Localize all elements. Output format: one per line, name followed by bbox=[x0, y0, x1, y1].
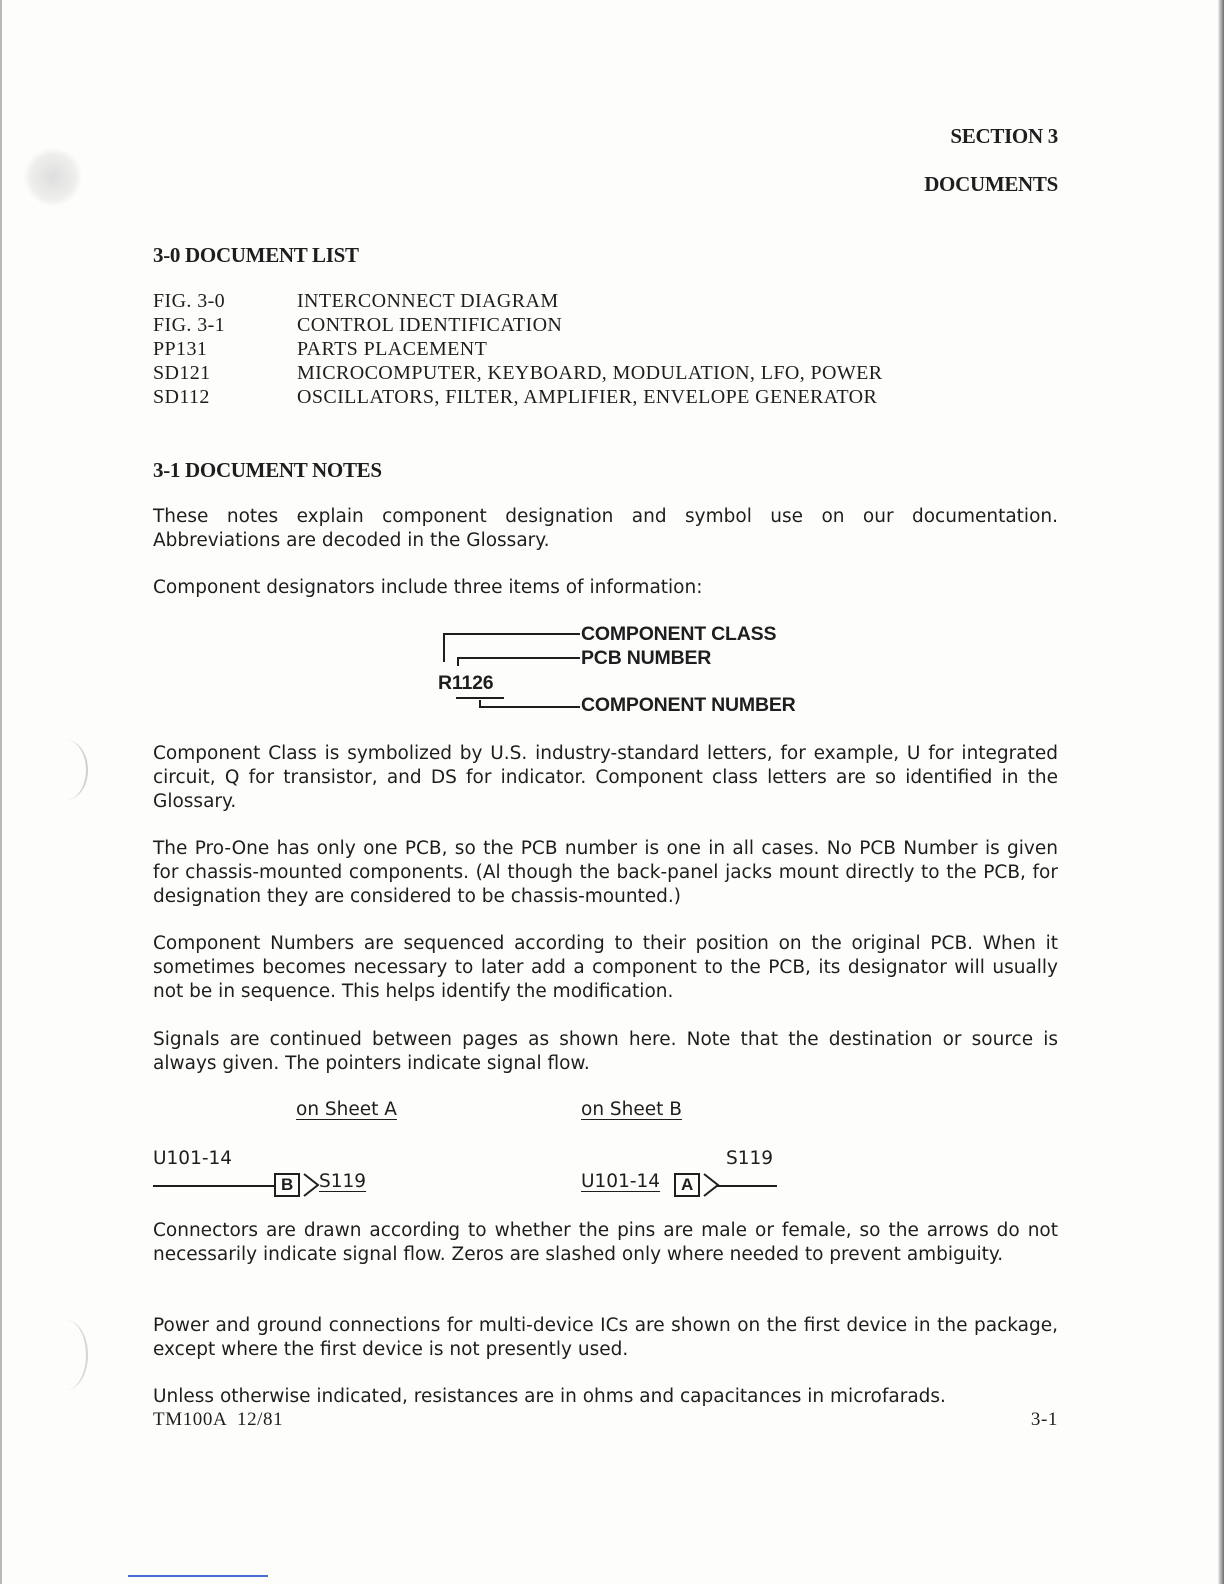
document-list-row bbox=[153, 362, 883, 386]
punch-hole-mark bbox=[44, 740, 88, 800]
pcb-number-label: PCB NUMBER bbox=[581, 647, 712, 669]
notes-paragraph-9: Unless otherwise indicated, resistances are in ohms and capacitances in microfarads. bbox=[153, 1386, 946, 1407]
component-class-label: COMPONENT CLASS bbox=[581, 623, 777, 645]
pcb-number-underline bbox=[456, 697, 504, 699]
sheet-a-label: on Sheet A bbox=[296, 1099, 397, 1120]
notes-paragraph-5: Component Numbers are sequenced according to their position on the original PCB. When it sometimes becomes necessary to later add a component to the PCB, its designator will usually not be in sequence. This helps identify the modification. bbox=[153, 933, 1058, 1002]
doc-title: OSCILLATORS, FILTER, AMPLIFIER, ENVELOPE GENERATOR bbox=[297, 386, 878, 408]
sheet-b-signal-line bbox=[717, 1185, 777, 1187]
document-list-heading: 3-0 DOCUMENT LIST bbox=[153, 243, 359, 267]
component-number-label: COMPONENT NUMBER bbox=[581, 694, 796, 716]
doc-id: FIG. 3-1 bbox=[153, 314, 226, 336]
sheet-a-source: U101-14 bbox=[153, 1148, 233, 1169]
scan-underline-artifact bbox=[128, 1575, 268, 1577]
doc-title: MICROCOMPUTER, KEYBOARD, MODULATION, LFO, POWER bbox=[297, 362, 883, 384]
scan-left-edge bbox=[0, 0, 2, 1584]
notes-paragraph-3: Component Class is symbolized by U.S. industry-standard letters, for example, U for integrated circuit, Q for transistor, and DS for indicator. Component class letters are so identified in the Glossary. bbox=[153, 743, 1058, 812]
sheet-a-connector-box: B bbox=[274, 1173, 300, 1197]
notes-paragraph-2: Component designators include three items of information: bbox=[153, 577, 703, 598]
doc-id: FIG. 3-0 bbox=[153, 290, 226, 312]
document-list-table bbox=[153, 290, 883, 410]
sheet-b-connector-box: A bbox=[674, 1173, 700, 1197]
doc-id: SD121 bbox=[153, 362, 211, 384]
sheet-b-source: U101-14 bbox=[581, 1171, 661, 1192]
sheet-b-destination: S119 bbox=[726, 1148, 774, 1169]
document-list-row bbox=[153, 386, 883, 410]
notes-paragraph-1: These notes explain component designation and symbol use on our documentation. Abbreviations are decoded in the Glossary. bbox=[153, 506, 1058, 551]
document-list-row bbox=[153, 290, 883, 314]
notes-paragraph-8: Power and ground connections for multi-device ICs are shown on the first device in the package, except where the first device is not presently used. bbox=[153, 1315, 1058, 1360]
notes-paragraph-4: The Pro-One has only one PCB, so the PCB number is one in all cases. No PCB Number is given for chassis-mounted components. (Al though the back-panel jacks mount directly to the PCB, for designation they are considered to be chassis-mounted.) bbox=[153, 838, 1058, 907]
footer-page-number: 3-1 bbox=[1030, 1409, 1058, 1430]
document-notes-heading: 3-1 DOCUMENT NOTES bbox=[153, 458, 382, 482]
doc-title: INTERCONNECT DIAGRAM bbox=[297, 290, 559, 312]
designator-diagram-lines bbox=[430, 620, 590, 720]
section-title: DOCUMENTS bbox=[924, 172, 1058, 196]
doc-title: PARTS PLACEMENT bbox=[297, 338, 488, 360]
notes-paragraph-6: Signals are continued between pages as shown here. Note that the destination or source is always given. The pointers indicate signal flow. bbox=[153, 1029, 1058, 1074]
scan-right-edge bbox=[1218, 0, 1224, 1584]
footer-doc-code: TM100A 12/81 bbox=[153, 1409, 284, 1430]
document-list-row bbox=[153, 338, 883, 362]
doc-title: CONTROL IDENTIFICATION bbox=[297, 314, 563, 336]
sheet-a-signal-line bbox=[153, 1185, 276, 1187]
sheet-a-destination: S119 bbox=[319, 1171, 367, 1192]
punch-hole-mark bbox=[24, 148, 82, 206]
sheet-b-label: on Sheet B bbox=[581, 1099, 682, 1120]
punch-hole-mark bbox=[44, 1320, 88, 1390]
designator-example: R1126 bbox=[438, 672, 494, 694]
doc-id: PP131 bbox=[153, 338, 208, 360]
notes-paragraph-7: Connectors are drawn according to whether the pins are male or female, so the arrows do not necessarily indicate signal flow. Zeros are slashed only where needed to prevent ambiguity. bbox=[153, 1220, 1058, 1265]
document-list-row bbox=[153, 314, 883, 338]
doc-id: SD112 bbox=[153, 386, 210, 408]
section-label: SECTION 3 bbox=[950, 124, 1058, 148]
